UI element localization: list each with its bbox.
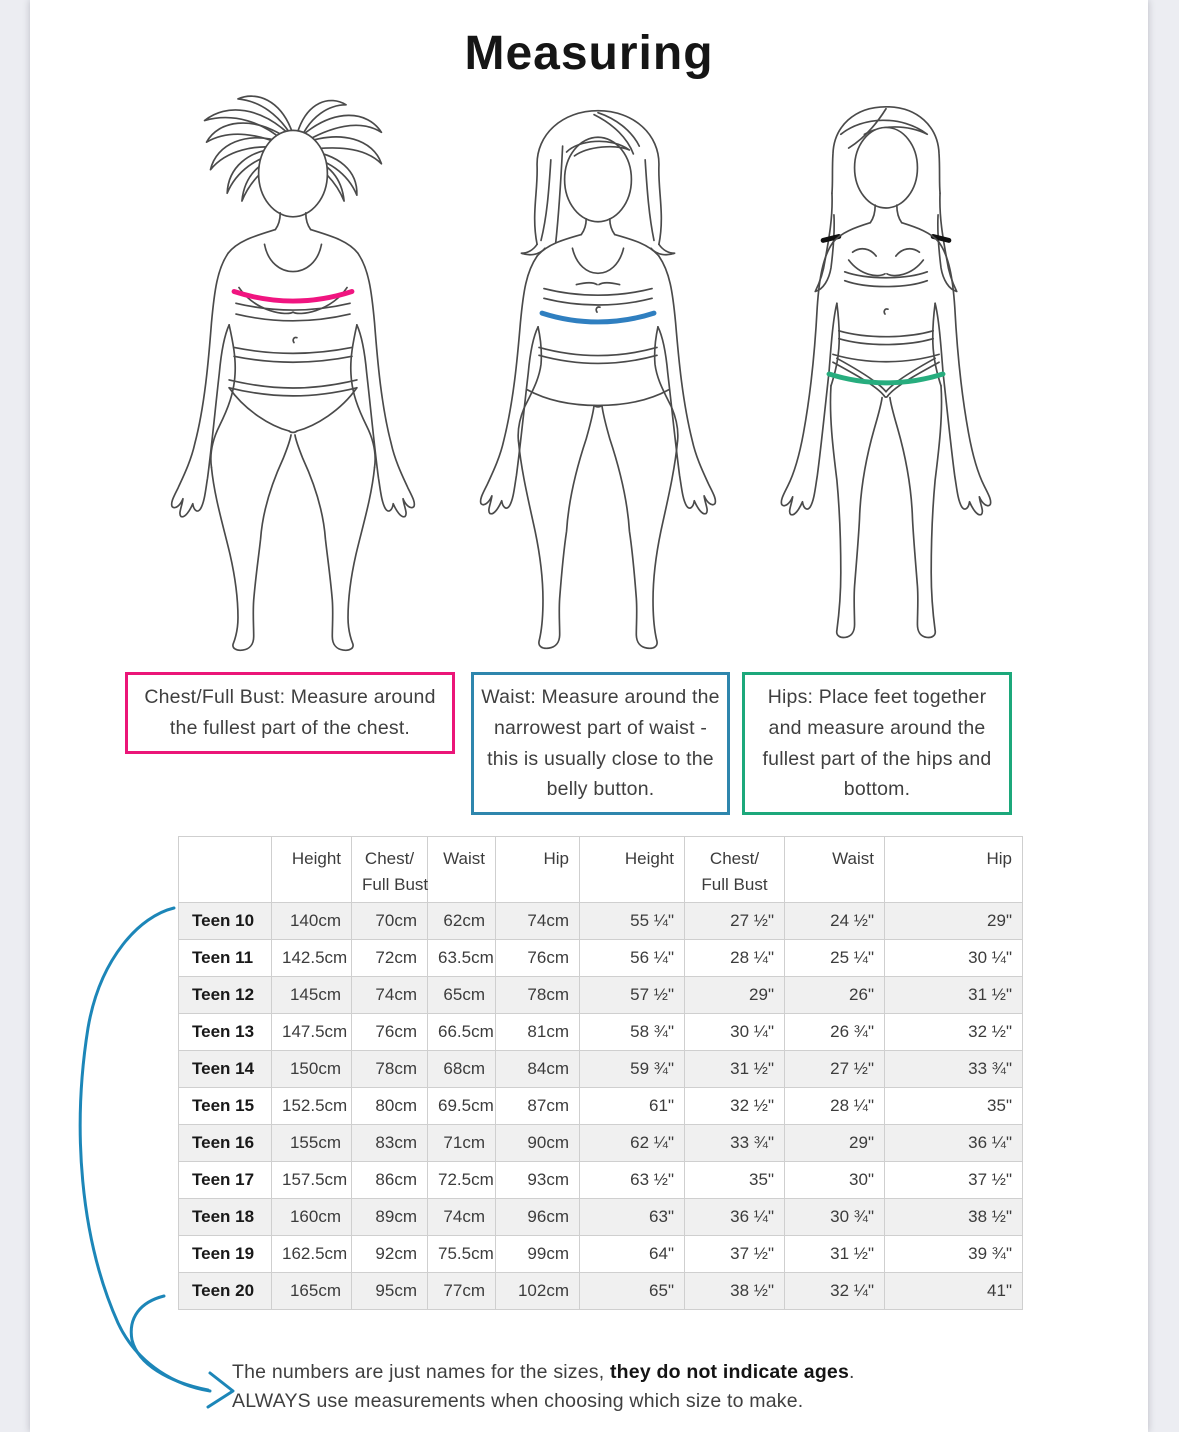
size-row	[179, 1273, 1023, 1310]
size-row	[179, 1199, 1023, 1236]
size-row	[179, 977, 1023, 1014]
size-row	[179, 1236, 1023, 1273]
size-cell: 69.5cm	[428, 1088, 496, 1125]
size-cell: 75.5cm	[428, 1236, 496, 1273]
size-cell: 37 ½"	[885, 1162, 1023, 1199]
size-label: Teen 12	[179, 977, 272, 1014]
size-note	[232, 1358, 855, 1417]
size-label: Teen 16	[179, 1125, 272, 1162]
size-row	[179, 1014, 1023, 1051]
size-cell: 31 ½"	[785, 1236, 885, 1273]
size-cell: 29"	[685, 977, 785, 1014]
size-cell: 68cm	[428, 1051, 496, 1088]
size-cell: 78cm	[496, 977, 580, 1014]
size-cell: 28 ¼"	[685, 940, 785, 977]
size-cell: 66.5cm	[428, 1014, 496, 1051]
document-page	[30, 0, 1148, 1432]
size-row	[179, 940, 1023, 977]
hips-measure-figure-illustration	[736, 95, 1036, 655]
chest-measure-figure-illustration	[143, 95, 443, 655]
size-cell: 39 ¾"	[885, 1236, 1023, 1273]
size-label: Teen 20	[179, 1273, 272, 1310]
size-label: Teen 18	[179, 1199, 272, 1236]
size-label: Teen 11	[179, 940, 272, 977]
size-cell: 84cm	[496, 1051, 580, 1088]
column-header: Chest/ Full Bust	[352, 837, 428, 903]
column-header: Waist	[785, 837, 885, 903]
size-cell: 147.5cm	[272, 1014, 352, 1051]
size-row	[179, 1125, 1023, 1162]
size-cell: 30 ¾"	[785, 1199, 885, 1236]
size-cell: 76cm	[352, 1014, 428, 1051]
size-cell: 96cm	[496, 1199, 580, 1236]
size-cell: 32 ½"	[885, 1014, 1023, 1051]
size-cell: 59 ¾"	[580, 1051, 685, 1088]
size-label: Teen 14	[179, 1051, 272, 1088]
size-label: Teen 17	[179, 1162, 272, 1199]
size-cell: 25 ¼"	[785, 940, 885, 977]
size-cell: 30"	[785, 1162, 885, 1199]
size-cell: 63"	[580, 1199, 685, 1236]
size-cell: 56 ¼"	[580, 940, 685, 977]
size-cell: 32 ¼"	[785, 1273, 885, 1310]
size-cell: 80cm	[352, 1088, 428, 1125]
hips-instruction-box	[742, 672, 1012, 815]
size-cell: 33 ¾"	[885, 1051, 1023, 1088]
waist-instruction-box	[471, 672, 730, 815]
size-cell: 41"	[885, 1273, 1023, 1310]
size-cell: 83cm	[352, 1125, 428, 1162]
size-cell: 31 ½"	[685, 1051, 785, 1088]
size-cell: 142.5cm	[272, 940, 352, 977]
size-cell: 26"	[785, 977, 885, 1014]
page-title: Measuring	[464, 27, 714, 80]
size-cell: 92cm	[352, 1236, 428, 1273]
column-header: Hip	[885, 837, 1023, 903]
size-table	[178, 836, 1023, 1310]
size-cell: 160cm	[272, 1199, 352, 1236]
size-row	[179, 1088, 1023, 1125]
size-cell: 65"	[580, 1273, 685, 1310]
size-cell: 28 ¼"	[785, 1088, 885, 1125]
size-cell: 78cm	[352, 1051, 428, 1088]
size-cell: 27 ½"	[685, 903, 785, 940]
size-cell: 35"	[685, 1162, 785, 1199]
waist-measure-line	[542, 313, 654, 322]
size-cell: 38 ½"	[685, 1273, 785, 1310]
size-cell: 74cm	[428, 1199, 496, 1236]
size-row	[179, 903, 1023, 940]
size-cell: 61"	[580, 1088, 685, 1125]
size-cell: 35"	[885, 1088, 1023, 1125]
column-header: Height	[580, 837, 685, 903]
size-cell: 26 ¾"	[785, 1014, 885, 1051]
note-text: The numbers are just names for the sizes,	[232, 1361, 610, 1383]
size-cell: 93cm	[496, 1162, 580, 1199]
size-cell: 58 ¾"	[580, 1014, 685, 1051]
note-bold-text: they do not indicate ages	[609, 1361, 850, 1383]
size-cell: 150cm	[272, 1051, 352, 1088]
column-header	[179, 837, 272, 903]
size-cell: 90cm	[496, 1125, 580, 1162]
size-cell: 72.5cm	[428, 1162, 496, 1199]
waist-instruction-text: Waist: Measure around the narrowest part of waist - this is usually close to the belly button.	[481, 686, 720, 801]
size-cell: 155cm	[272, 1125, 352, 1162]
size-cell: 63 ½"	[580, 1162, 685, 1199]
size-label: Teen 10	[179, 903, 272, 940]
size-cell: 95cm	[352, 1273, 428, 1310]
size-cell: 99cm	[496, 1236, 580, 1273]
chest-instruction-box	[125, 672, 455, 754]
size-cell: 89cm	[352, 1199, 428, 1236]
size-cell: 57 ½"	[580, 977, 685, 1014]
hips-measure-line	[829, 374, 943, 383]
size-cell: 27 ½"	[785, 1051, 885, 1088]
column-header: Height	[272, 837, 352, 903]
size-cell: 162.5cm	[272, 1236, 352, 1273]
size-cell: 31 ½"	[885, 977, 1023, 1014]
size-cell: 76cm	[496, 940, 580, 977]
size-row	[179, 1051, 1023, 1088]
size-cell: 165cm	[272, 1273, 352, 1310]
size-cell: 87cm	[496, 1088, 580, 1125]
size-cell: 37 ½"	[685, 1236, 785, 1273]
size-cell: 74cm	[496, 903, 580, 940]
size-cell: 157.5cm	[272, 1162, 352, 1199]
chest-measure-line	[234, 291, 352, 301]
size-cell: 63.5cm	[428, 940, 496, 977]
size-cell: 71cm	[428, 1125, 496, 1162]
size-cell: 36 ¼"	[885, 1125, 1023, 1162]
column-header: Chest/ Full Bust	[685, 837, 785, 903]
size-cell: 30 ¼"	[885, 940, 1023, 977]
size-cell: 70cm	[352, 903, 428, 940]
size-cell: 36 ¼"	[685, 1199, 785, 1236]
waist-measure-figure-illustration	[448, 95, 748, 655]
column-header: Waist	[428, 837, 496, 903]
size-cell: 140cm	[272, 903, 352, 940]
size-cell: 72cm	[352, 940, 428, 977]
size-cell: 62 ¼"	[580, 1125, 685, 1162]
size-cell: 77cm	[428, 1273, 496, 1310]
size-cell: 32 ½"	[685, 1088, 785, 1125]
hips-instruction-text: Hips: Place feet together and measure around the fullest part of the hips and bottom.	[762, 686, 992, 801]
size-cell: 24 ½"	[785, 903, 885, 940]
size-note-line2: ALWAYS use measurements when choosing which size to make.	[232, 1390, 804, 1413]
size-cell: 33 ¾"	[685, 1125, 785, 1162]
size-cell: 152.5cm	[272, 1088, 352, 1125]
size-label: Teen 13	[179, 1014, 272, 1051]
size-row	[179, 1162, 1023, 1199]
column-header: Hip	[496, 837, 580, 903]
size-label: Teen 15	[179, 1088, 272, 1125]
size-note-line1	[232, 1358, 855, 1387]
size-cell: 64"	[580, 1236, 685, 1273]
size-cell: 86cm	[352, 1162, 428, 1199]
size-cell: 55 ¼"	[580, 903, 685, 940]
size-cell: 74cm	[352, 977, 428, 1014]
size-cell: 62cm	[428, 903, 496, 940]
size-cell: 65cm	[428, 977, 496, 1014]
size-cell: 38 ½"	[885, 1199, 1023, 1236]
size-cell: 29"	[885, 903, 1023, 940]
size-cell: 81cm	[496, 1014, 580, 1051]
size-cell: 102cm	[496, 1273, 580, 1310]
note-text-period: .	[849, 1361, 855, 1383]
chest-instruction-text: Chest/Full Bust: Measure around the fullest part of the chest.	[144, 686, 436, 739]
size-cell: 29"	[785, 1125, 885, 1162]
size-label: Teen 19	[179, 1236, 272, 1273]
size-cell: 30 ¼"	[685, 1014, 785, 1051]
size-cell: 145cm	[272, 977, 352, 1014]
